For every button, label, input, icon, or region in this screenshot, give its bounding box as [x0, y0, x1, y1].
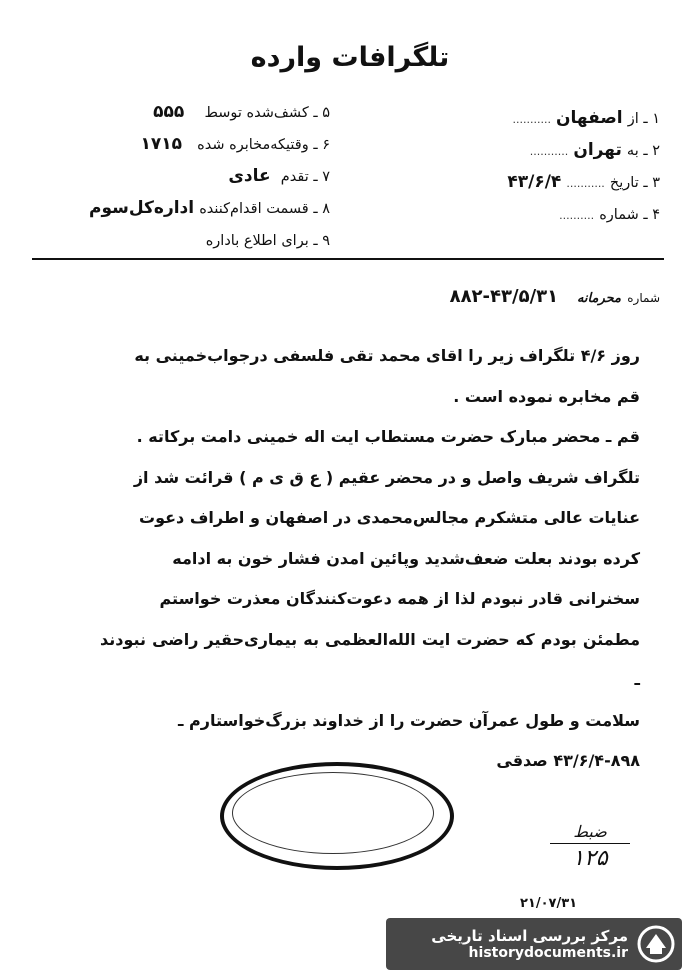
- watermark: [386, 918, 682, 970]
- header-divider: [32, 258, 664, 260]
- body-line: عنایات عالی متشکرم مجالس‌محمدی در اصفهان و اطراف دعوت: [139, 508, 640, 527]
- field-for-information: ۹ ـ برای اطلاع باداره: [205, 233, 330, 249]
- field-action-department: ۸ ـ قسمت اقدام‌کننده اداره‌کل‌سوم: [89, 198, 330, 218]
- field-from: ۱ ـ از اصفهان ...........: [512, 108, 660, 128]
- handwritten-note: ضبط ۱۲۵: [540, 822, 640, 871]
- body-line: کرده بودند بعلت ضعف‌شدید وپائین امدن فشار خون به ادامه: [172, 548, 640, 568]
- field-date: ۳ ـ تاریخ ........... ۴۳/۶/۴: [507, 172, 660, 192]
- reference-line: شماره محرمانه ۴۳/۵/۳۱-۸۸۲: [449, 286, 660, 307]
- body-line: تلگراف شریف واصل و در محضر عقیم ( ع ق ی م ) قرائت شد از: [133, 467, 640, 487]
- field-sent-time: ۶ ـ وقتیکه‌مخابره شده ۱۷۱۵: [140, 134, 330, 154]
- field-to: ۲ ـ به تهران ...........: [529, 140, 660, 160]
- archive-logo-icon: [636, 924, 676, 964]
- document-title: تلگرافات وارده: [250, 42, 450, 73]
- reference-number: ۴۳/۵/۳۱-۸۸۲: [449, 286, 559, 307]
- telegram-body: [100, 336, 640, 782]
- body-line: قم ـ محضر مبارک حضرت مستطاب ایت اله خمینی دامت برکاته .: [136, 427, 640, 446]
- body-line: ۴۳/۶/۴-۸۹۸ صدقی: [496, 751, 640, 770]
- note-underline: [550, 843, 630, 844]
- body-line: سخنرانی قادر نبودم لذا از همه دعوت‌کنندگان معذرت خواستم: [159, 589, 640, 608]
- body-line: مطمئن بودم که حضرت ایت الله‌العظمی به بیماری‌حقیر راضی نبودند ـ: [100, 629, 640, 689]
- document-number: ۲۱/۰۷/۳۱: [520, 896, 578, 911]
- confidential-mark: محرمانه: [576, 291, 621, 306]
- watermark-url: historydocuments.ir: [468, 945, 628, 961]
- field-decoded-by: ۵ ـ کشف‌شده توسط ۵۵۵: [153, 102, 330, 122]
- body-line: روز ۴/۶ تلگراف زیر را اقای محمد تقی فلسفی درجواب‌خمینی به: [134, 346, 640, 365]
- watermark-persian: مرکز بررسی اسناد تاریخی: [431, 927, 628, 945]
- field-priority: ۷ ـ تقدم عادی: [228, 166, 330, 186]
- oval-stamp-inner: [232, 772, 434, 854]
- field-number: ۴ ـ شماره ..........: [559, 207, 660, 223]
- body-line: سلامت و طول عمرآن حضرت را از خداوند بزرگ‌خواستارم ـ: [178, 710, 640, 730]
- body-line: قم مخابره نموده است .: [453, 386, 640, 406]
